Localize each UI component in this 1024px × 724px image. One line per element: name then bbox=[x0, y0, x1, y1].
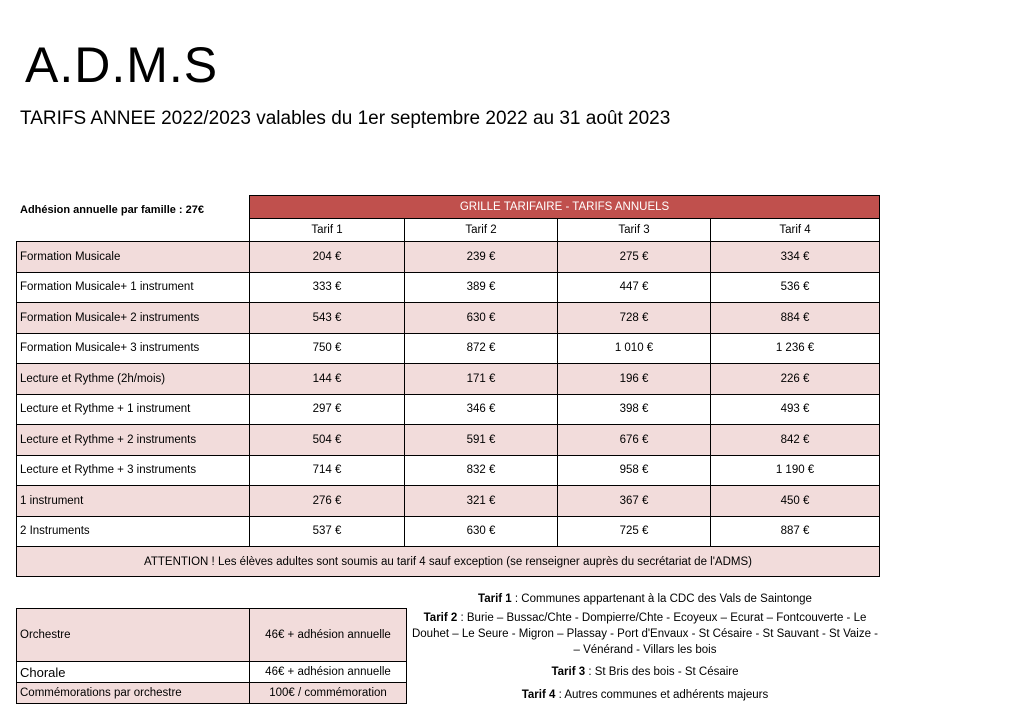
price-cell: 346 € bbox=[405, 394, 558, 425]
price-cell: 46€ + adhésion annuelle bbox=[250, 609, 407, 662]
price-cell: 537 € bbox=[250, 516, 405, 547]
price-cell: 750 € bbox=[250, 333, 405, 364]
legend-tarif-1 bbox=[408, 591, 882, 607]
legend-text: : Burie – Bussac/Chte - Dompierre/Chte - Ecoyeux – Ecurat – Fontcouverte - Le Douhet – Le Seure - Migron – Plassay - Port d'Envaux - St Césaire - St Sauvant - St Vaize - – Vénérand - Villars les bois bbox=[411, 612, 879, 656]
price-cell: 591 € bbox=[405, 425, 558, 456]
row-label: Lecture et Rythme (2h/mois) bbox=[17, 364, 250, 395]
grid-banner: GRILLE TARIFAIRE - TARIFS ANNUELS bbox=[250, 196, 880, 219]
empty-cell bbox=[17, 196, 250, 219]
table-row bbox=[17, 425, 880, 456]
legend-text: : St Bris des bois - St Césaire bbox=[585, 666, 739, 678]
price-cell: 842 € bbox=[711, 425, 880, 456]
price-cell: 1 010 € bbox=[558, 333, 711, 364]
legend-key: Tarif 3 bbox=[551, 666, 586, 678]
table-row bbox=[17, 394, 880, 425]
price-cell: 725 € bbox=[558, 516, 711, 547]
row-label: Orchestre bbox=[17, 609, 250, 662]
price-cell: 389 € bbox=[405, 272, 558, 303]
legend-text: : Communes appartenant à la CDC des Vals de Saintonge bbox=[511, 593, 812, 605]
price-cell: 46€ + adhésion annuelle bbox=[250, 662, 407, 683]
price-cell: 321 € bbox=[405, 486, 558, 517]
table-row bbox=[17, 303, 880, 334]
table-row bbox=[17, 242, 880, 273]
column-header-tarif-1: Tarif 1 bbox=[250, 219, 405, 242]
legend-tarif-3 bbox=[408, 664, 882, 680]
price-cell: 398 € bbox=[558, 394, 711, 425]
table-row bbox=[17, 683, 407, 704]
price-cell: 676 € bbox=[558, 425, 711, 456]
row-label: 2 Instruments bbox=[17, 516, 250, 547]
price-cell: 1 190 € bbox=[711, 455, 880, 486]
row-label: Lecture et Rythme + 2 instruments bbox=[17, 425, 250, 456]
legend-tarif-4 bbox=[408, 687, 882, 703]
extras-table bbox=[16, 608, 407, 704]
column-header-tarif-2: Tarif 2 bbox=[405, 219, 558, 242]
price-cell: 447 € bbox=[558, 272, 711, 303]
row-label: Formation Musicale bbox=[17, 242, 250, 273]
price-cell: 630 € bbox=[405, 516, 558, 547]
row-label: Chorale bbox=[17, 662, 250, 683]
price-cell: 367 € bbox=[558, 486, 711, 517]
legend-key: Tarif 4 bbox=[521, 689, 556, 701]
price-cell: 493 € bbox=[711, 394, 880, 425]
price-cell: 144 € bbox=[250, 364, 405, 395]
price-cell: 275 € bbox=[558, 242, 711, 273]
legend-key: Tarif 1 bbox=[478, 593, 512, 605]
price-cell: 450 € bbox=[711, 486, 880, 517]
attention-note: ATTENTION ! Les élèves adultes sont soumis au tarif 4 sauf exception (se renseigner auprès du secrétariat de l'ADMS) bbox=[17, 547, 880, 577]
price-cell: 171 € bbox=[405, 364, 558, 395]
table-row bbox=[17, 272, 880, 303]
price-cell: 297 € bbox=[250, 394, 405, 425]
empty-cell bbox=[17, 219, 250, 242]
legend-tarif-2 bbox=[408, 610, 882, 658]
row-label: 1 instrument bbox=[17, 486, 250, 517]
column-header-tarif-3: Tarif 3 bbox=[558, 219, 711, 242]
adhesion-note: Adhésion annuelle par famille : 27€ bbox=[20, 204, 204, 216]
price-cell: 1 236 € bbox=[711, 333, 880, 364]
table-row bbox=[17, 333, 880, 364]
price-cell: 728 € bbox=[558, 303, 711, 334]
price-cell: 276 € bbox=[250, 486, 405, 517]
grid-banner-row bbox=[17, 196, 880, 219]
price-cell: 196 € bbox=[558, 364, 711, 395]
row-label: Formation Musicale+ 1 instrument bbox=[17, 272, 250, 303]
price-cell: 100€ / commémoration bbox=[250, 683, 407, 704]
price-cell: 958 € bbox=[558, 455, 711, 486]
price-cell: 204 € bbox=[250, 242, 405, 273]
row-label: Lecture et Rythme + 3 instruments bbox=[17, 455, 250, 486]
price-cell: 714 € bbox=[250, 455, 405, 486]
table-row bbox=[17, 486, 880, 517]
price-cell: 887 € bbox=[711, 516, 880, 547]
price-cell: 536 € bbox=[711, 272, 880, 303]
price-cell: 872 € bbox=[405, 333, 558, 364]
table-row bbox=[17, 364, 880, 395]
table-row bbox=[17, 516, 880, 547]
price-cell: 543 € bbox=[250, 303, 405, 334]
price-cell: 630 € bbox=[405, 303, 558, 334]
price-cell: 884 € bbox=[711, 303, 880, 334]
price-cell: 226 € bbox=[711, 364, 880, 395]
legend-key: Tarif 2 bbox=[423, 612, 458, 624]
price-cell: 832 € bbox=[405, 455, 558, 486]
table-row bbox=[17, 455, 880, 486]
tariff-grid-table bbox=[16, 195, 880, 577]
price-cell: 239 € bbox=[405, 242, 558, 273]
attention-row bbox=[17, 547, 880, 577]
column-header-tarif-4: Tarif 4 bbox=[711, 219, 880, 242]
price-cell: 333 € bbox=[250, 272, 405, 303]
price-cell: 334 € bbox=[711, 242, 880, 273]
row-label: Commémorations par orchestre bbox=[17, 683, 250, 704]
legend-text: : Autres communes et adhérents majeurs bbox=[555, 689, 769, 701]
page-subtitle: TARIFS ANNEE 2022/2023 valables du 1er septembre 2022 au 31 août 2023 bbox=[20, 108, 671, 129]
row-label: Formation Musicale+ 3 instruments bbox=[17, 333, 250, 364]
row-label: Formation Musicale+ 2 instruments bbox=[17, 303, 250, 334]
price-cell: 504 € bbox=[250, 425, 405, 456]
grid-header-row bbox=[17, 219, 880, 242]
table-row bbox=[17, 609, 407, 662]
row-label: Lecture et Rythme + 1 instrument bbox=[17, 394, 250, 425]
page-title: A.D.M.S bbox=[25, 37, 219, 93]
table-row bbox=[17, 662, 407, 683]
